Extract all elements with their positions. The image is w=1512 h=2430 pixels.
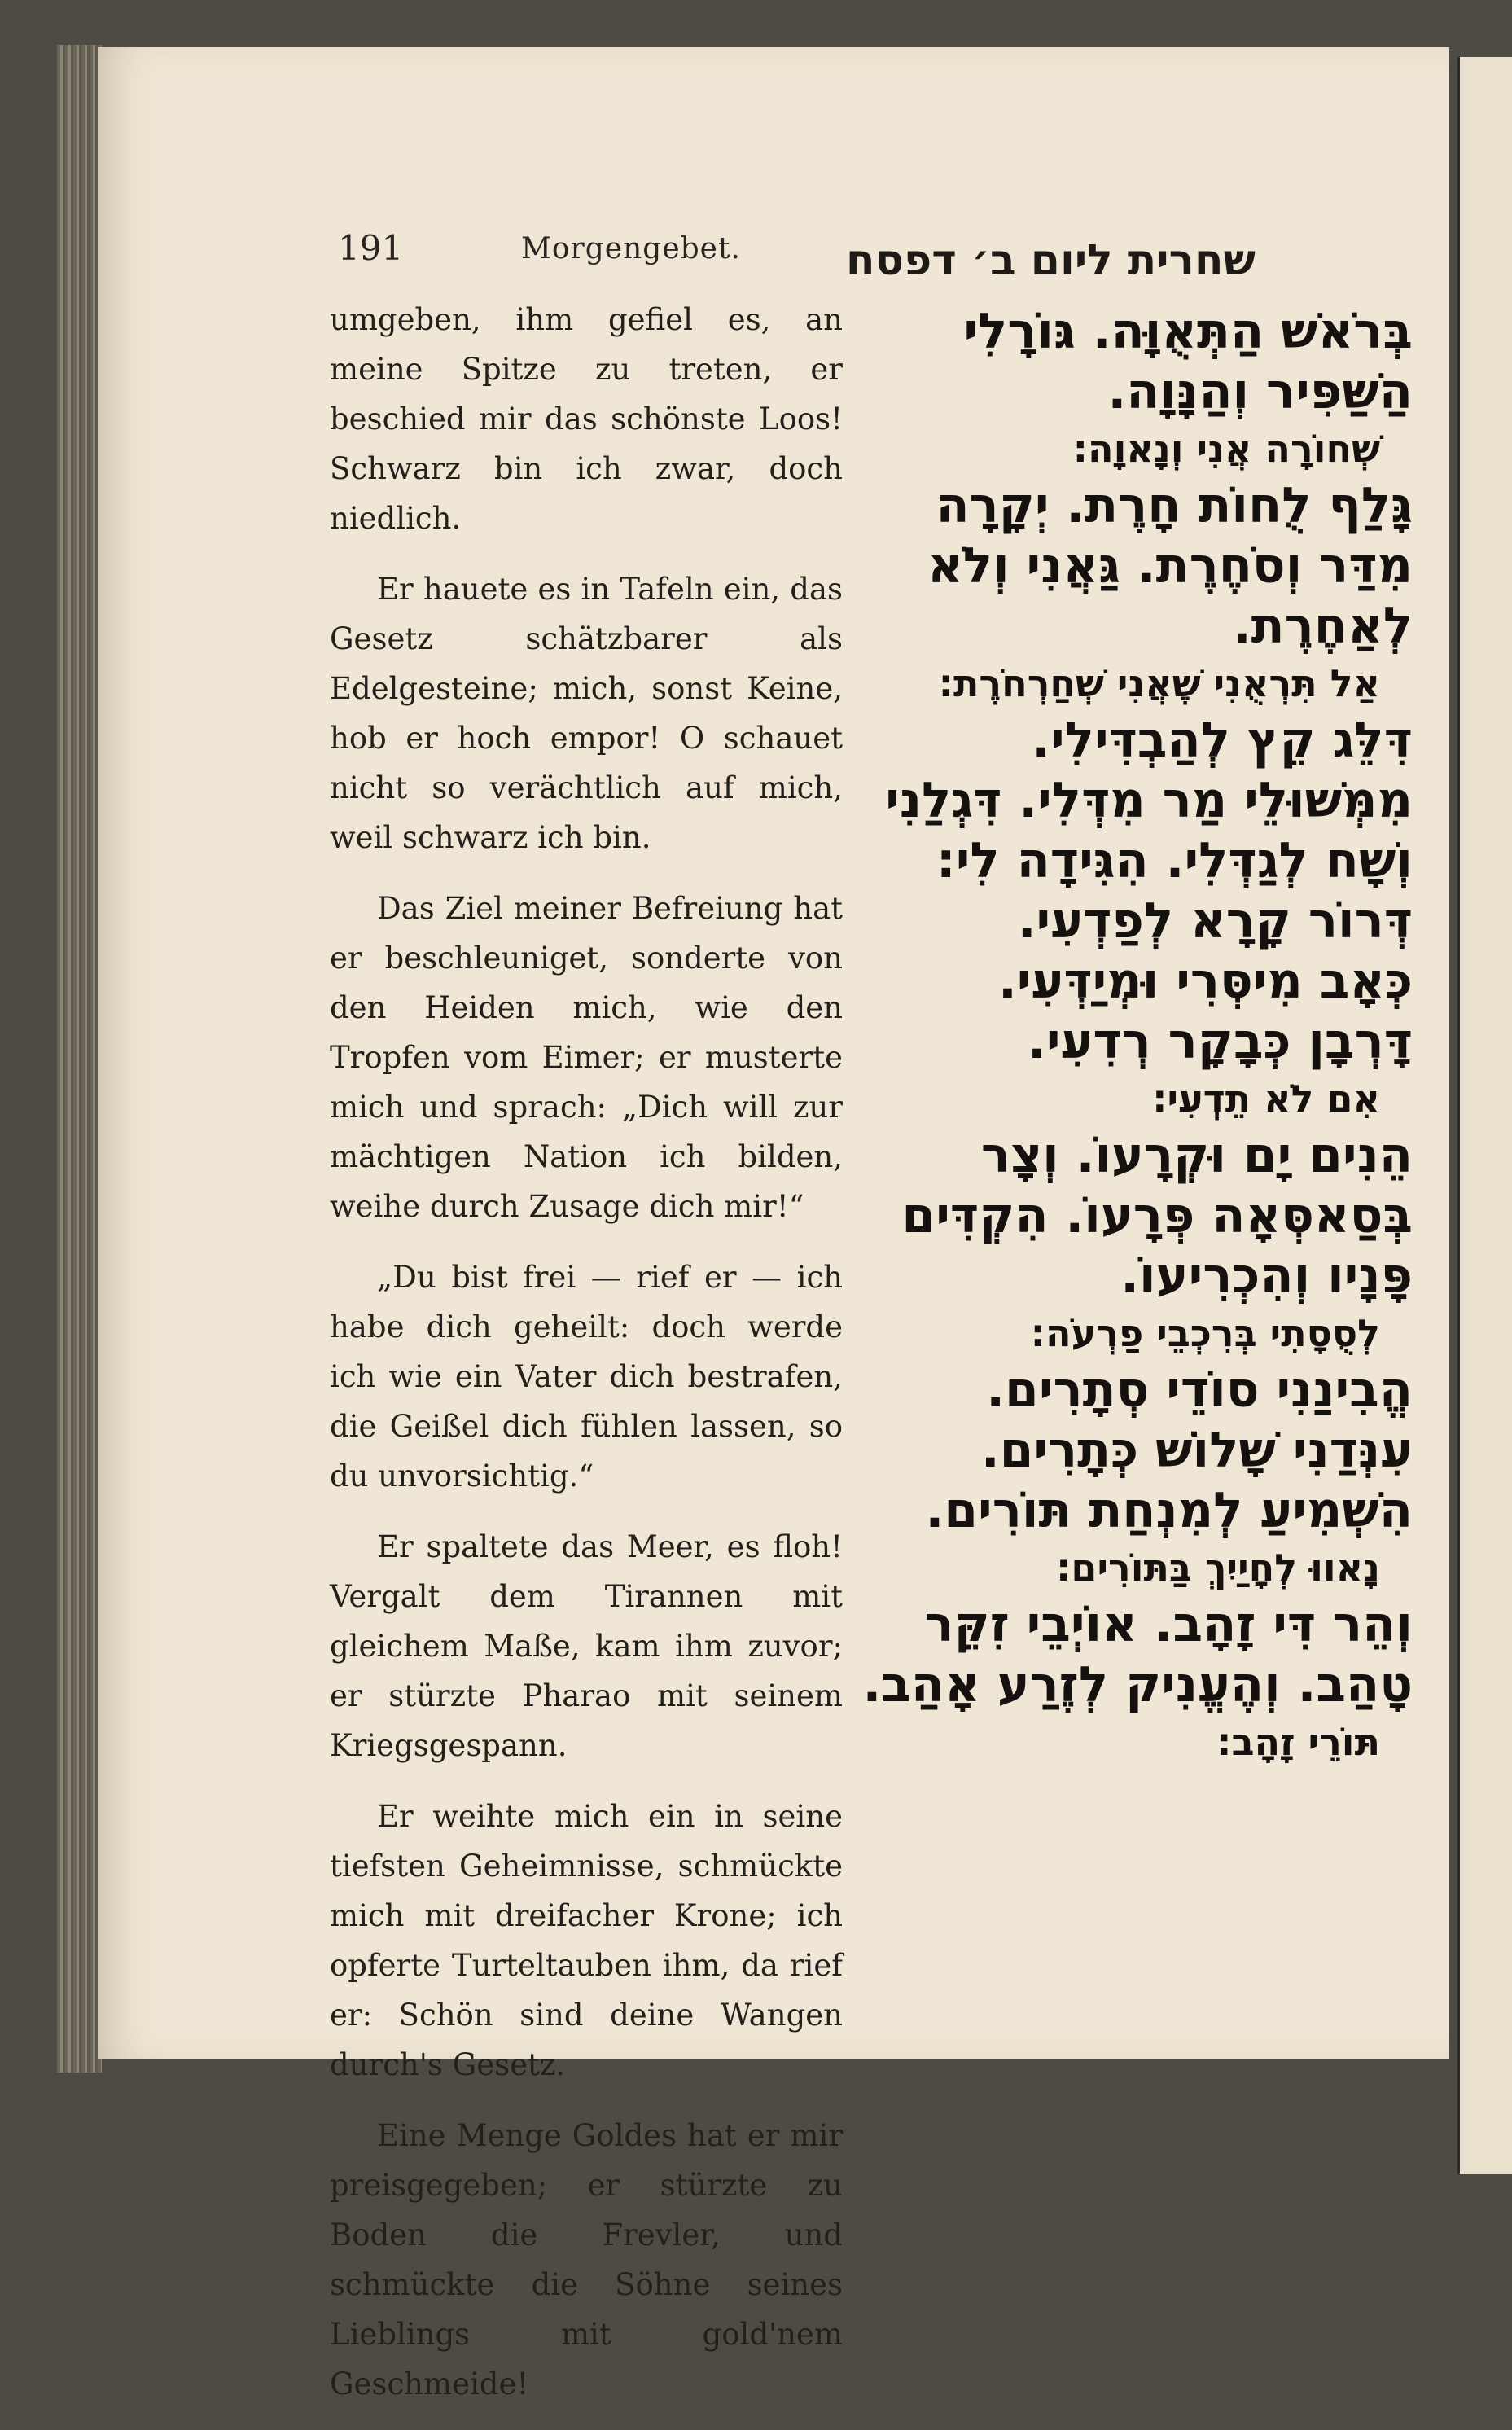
hebrew-line: אִם לֹא תֵדְעִי: — [1152, 1077, 1380, 1121]
running-head: Morgengebet. — [521, 232, 741, 265]
hebrew-line: כְּאָב מִיסְּרִי וּמְיַדְּעִי. — [998, 953, 1413, 1010]
hebrew-running-head: שחרית ליום ב׳ דפסח — [845, 236, 1256, 285]
hebrew-line: הֵנִים יָם וּקְרָעוֹ. וְצָר — [980, 1127, 1413, 1184]
hebrew-line: עִנְּדַנִי שָׁלוֹשׁ כְּתָרִים. — [980, 1422, 1413, 1479]
hebrew-line: מִמְּשׁוּלֵי מַר מִדְּלִי. דִּגְלַנִי — [885, 772, 1413, 829]
hebrew-line: דִּלֵּג קֵץ לְהַבְדִּילִי. — [1032, 712, 1413, 769]
hebrew-line: דָּרְבָן כְּבָקָר רְדִעִי. — [1028, 1013, 1413, 1070]
hebrew-line: שְׁחוֹרָה אֲנִי וְנָאוָה: — [1072, 427, 1380, 471]
german-paragraph: Eine Menge Goldes hat er mir preisgegeben; er stürzte zu Boden die Frevler, und schmückte die Söhne seines Lieblings mit gold'nem Geschmeide! — [330, 2118, 843, 2401]
german-paragraph: umgeben, ihm gefiel es, an meine Spitze zu treten, er beschied mir das schönste Loos! Schwarz bin ich zwar, doch niedlich. — [330, 302, 843, 536]
hebrew-line: בְּרֹאשׁ הַתְּאֻוָּה. גּוֹרָלִי — [963, 303, 1413, 360]
hebrew-line: דְּרוֹר קָרָא לְפַדְעִי. — [1017, 893, 1413, 950]
german-paragraph: Er hauete es in Tafeln ein, das Gesetz schätzbarer als Edelgesteine; mich, sonst Keine, hob er hoch empor! O schauet nicht so verächtlich auf mich, weil schwarz ich bin. — [330, 572, 843, 855]
hebrew-line: הַשַּׁפִּיר וְהַנָּוָה. — [1107, 363, 1413, 420]
hebrew-line: טָהַב. וְהֶעֱנִיק לְזֶרַע אָהַב. — [862, 1656, 1413, 1713]
hebrew-line: נָאווּ לְחָיַיִךְ בַּתּוֹרִים: — [1056, 1546, 1380, 1590]
page-number: 191 — [338, 228, 404, 268]
hebrew-text-column — [855, 301, 1413, 1769]
german-paragraph: „Du bist frei — rief er — ich habe dich geheilt: doch werde ich wie ein Vater dich bestrafen, die Geißel dich fühlen lassen, so du unvorsichtig.“ — [330, 1260, 843, 1494]
hebrew-line: הֱבִינַנִי סוֹדֵי סְתָרִים. — [986, 1362, 1413, 1419]
hebrew-line: וְשָׁח לְגַדְּלִי. הִגִּידָה לִי: — [936, 832, 1413, 889]
hebrew-line: הִשְׁמִיעַ לְמִנְחַת תּוֹרִים. — [925, 1482, 1413, 1539]
german-paragraph: Er spaltete das Meer, es floh! Vergalt dem Tirannen mit gleichem Maße, kam ihm zuvor; er stürzte Pharao mit seinem Kriegsgespann. — [330, 1529, 843, 1763]
hebrew-line: וְהֵר דִּי זָהָב. אוֹיְבֵי זִקֵּר — [924, 1596, 1413, 1653]
hebrew-line: תּוֹרֵי זָהָב: — [1216, 1720, 1380, 1764]
hebrew-line: לְסֻסָתִי בְּרִכְבֵי פַרְעֹה: — [1030, 1311, 1380, 1355]
german-paragraph: Er weihte mich ein in seine tiefsten Geheimnisse, schmückte mich mit dreifacher Krone; ich opferte Turteltauben ihm, da rief er: Schön sind deine Wangen durch's Gesetz. — [330, 1799, 843, 2082]
hebrew-line: אַל תִּרְאֻנִי שֶׁאֲנִי שְׁחַרְחֹרֶת: — [938, 661, 1380, 705]
adjacent-page-edge — [1457, 57, 1512, 2174]
hebrew-line: מִדַּר וְסֹחֶרֶת. גַּאֲנִי וְלֹא — [927, 537, 1413, 594]
hebrew-line: גָּלַף לֻחוֹת חָרֶת. יְקָרָה — [936, 477, 1413, 534]
hebrew-line: בְּסַאסְּאָה פְּרָעוֹ. הִקְדִּים — [901, 1187, 1413, 1244]
hebrew-line: לְאַחֶרֶת. — [1232, 598, 1413, 655]
german-paragraph: Das Ziel meiner Befreiung hat er beschleuniget, sonderte von den Heiden mich, wie den Tropfen vom Eimer; er musterte mich und sprach: „Dich will zur mächtigen Nation ich bilden, weihe durch Zusage dich mir!“ — [330, 891, 843, 1224]
german-translation-column — [330, 295, 843, 2430]
hebrew-line: פָּנָיו וְהִכְרִיעוֹ. — [1120, 1248, 1413, 1305]
book-cover-edge — [57, 45, 102, 2073]
